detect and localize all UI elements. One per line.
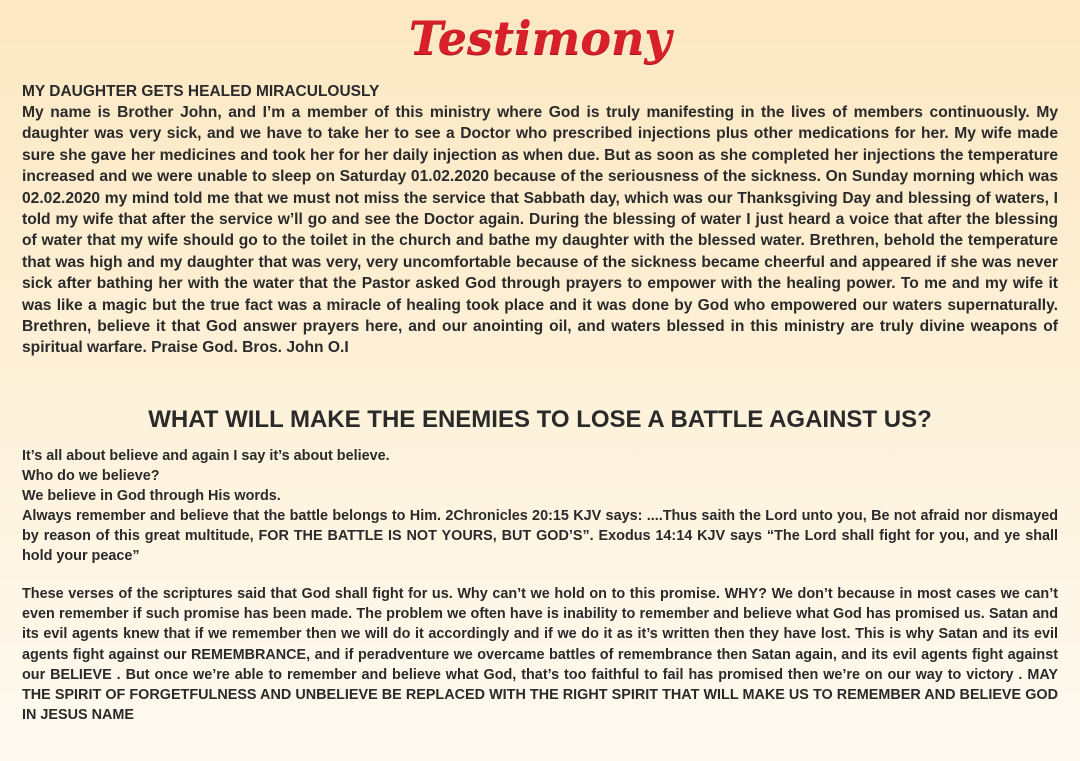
article-line-3: We believe in God through His words. xyxy=(22,488,281,504)
article-heading: WHAT WILL MAKE THE ENEMIES TO LOSE A BATTLE AGAINST US? xyxy=(148,406,932,433)
testimony-body: My name is Brother John, and I’m a member of this ministry where God is truly manifesting in the lives of members continuously. My daughter was very sick, and we have to take her to see a Doctor who prescribed injections plus other medications for her. My wife made sure she gave her medicines and took her for her daily injection as when due. But as soon as she completed her injections the temperature increased and we were unable to sleep on Saturday 01.02.2020 because of the seriousness of the sickness. On Sunday morning which was 02.02.2020 my mind told me that we must not miss the service that Sabbath day, which was our Thanksgiving Day and blessing of waters, I told my wife that after the service w’ll go and see the Doctor again. During the blessing of water I just heard a voice that after the blessing of water that my wife should go to the toilet in the church and bathe my daughter with the blessed water. Brethren, behold the temperature that was high and my daughter that was very, very uncomfortable because of the sickness became cheerful and appeared if she was never sick after bathing her with the water that the Pastor asked God through prayers to empower with the healing power. To me and my wife it was like a magic but the true fact was a miracle of healing took place and it was done by God who empowered our waters supernaturally. Brethren, believe it that God answer prayers here, and our anointing oil, and waters blessed in this ministry are truly divine weapons of spiritual warfare. Praise God. Bros. John O.I xyxy=(22,104,1058,357)
article-body: These verses of the scriptures said that God shall fight for us. Why can’t we hold on to this promise. WHY? We don’t because in most cases we can’t even remember if such promise has been made. The problem we often have is inability to remember and believe what God has promised us. Satan and its evil agents knew that if we remember then we will do it accordingly and if we do it as it’s written then they have lost. This is why Satan and its evil agents fight against our REMEMBRANCE, and if peradventure we overcame battles of remembrance then Satan again, and its evil agents fight against our BELIEVE . But once we’re able to remember and believe what God, that’s too faithful to fail has promised then we’re on our way to victory . MAY THE SPIRIT OF FORGETFULNESS AND UNBELIEVE BE REPLACED WITH THE RIGHT SPIRIT THAT WILL MAKE US TO REMEMBER AND BELIEVE GOD IN JESUS NAME xyxy=(22,586,1058,724)
testimony-logo xyxy=(0,6,1080,70)
article-intro xyxy=(22,446,1058,566)
testimony-title: MY DAUGHTER GETS HEALED MIRACULOUSLY xyxy=(22,83,380,100)
article-scripture: Always remember and believe that the battle belongs to Him. 2Chronicles 20:15 KJV says: ....Thus saith the Lord unto you, Be not afraid nor dismayed by reason of this great multitude, FOR THE BATTLE IS NOT YOURS, BUT GOD’S”. Exodus 14:14 KJV says “The Lord shall fight for you, and ye shall hold your peace” xyxy=(22,508,1058,564)
logo-text: Testimony xyxy=(408,11,672,65)
article-line-2: Who do we believe? xyxy=(22,468,160,484)
article-line-1: It’s all about believe and again I say it’s about believe. xyxy=(22,448,390,464)
